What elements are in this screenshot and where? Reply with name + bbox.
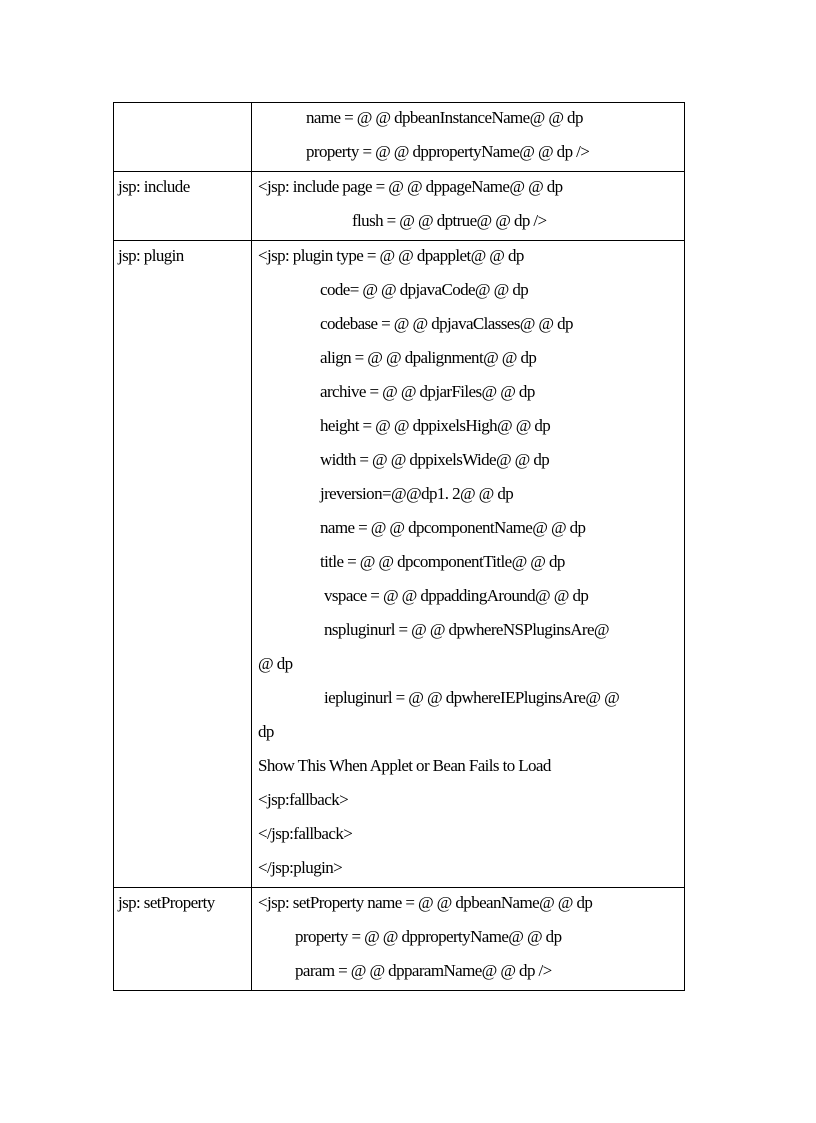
action-name	[118, 103, 251, 137]
action-name-cell	[114, 888, 252, 991]
syntax-line: dp	[258, 722, 274, 741]
syntax-line: codebase = @ @ dpjavaClasses@ @ dp	[320, 314, 573, 333]
table-row-plugin	[114, 241, 685, 888]
syntax-line: width = @ @ dppixelsWide@ @ dp	[320, 450, 550, 469]
syntax-line: height = @ @ dppixelsHigh@ @ dp	[320, 416, 551, 435]
syntax-line: </jsp:plugin>	[258, 858, 343, 877]
syntax-line: nspluginurl = @ @ dpwhereNSPluginsAre@	[324, 620, 609, 639]
syntax-line: name = @ @ dpbeanInstanceName@ @ dp	[306, 108, 583, 127]
syntax-line: code= @ @ dpjavaCode@ @ dp	[320, 280, 529, 299]
syntax-line: iepluginurl = @ @ dpwhereIEPluginsAre@ @	[324, 688, 620, 707]
syntax-line: archive = @ @ dpjarFiles@ @ dp	[320, 382, 535, 401]
table-row-usebean-continued	[114, 103, 685, 172]
syntax-line: property = @ @ dppropertyName@ @ dp	[295, 927, 562, 946]
syntax-cell	[252, 241, 685, 888]
syntax-line: name = @ @ dpcomponentName@ @ dp	[320, 518, 586, 537]
jsp-action-table	[113, 102, 685, 991]
syntax-line: <jsp:fallback>	[258, 790, 349, 809]
syntax-line: title = @ @ dpcomponentTitle@ @ dp	[320, 552, 565, 571]
table-row-setproperty	[114, 888, 685, 991]
syntax-cell	[252, 888, 685, 991]
action-name: jsp: include	[118, 177, 190, 196]
syntax-line: jreversion=@@dp1. 2@ @ dp	[320, 484, 514, 503]
syntax-line: flush = @ @ dptrue@ @ dp />	[352, 211, 547, 230]
action-name: jsp: setProperty	[118, 893, 215, 912]
syntax-line: vspace = @ @ dppaddingAround@ @ dp	[324, 586, 589, 605]
action-name-cell	[114, 172, 252, 241]
action-name-cell	[114, 241, 252, 888]
syntax-line: <jsp: include page = @ @ dppageName@ @ dp	[258, 177, 563, 196]
syntax-cell	[252, 172, 685, 241]
syntax-cell	[252, 103, 685, 172]
syntax-line: property = @ @ dppropertyName@ @ dp />	[306, 142, 590, 161]
syntax-line: </jsp:fallback>	[258, 824, 353, 843]
syntax-line: align = @ @ dpalignment@ @ dp	[320, 348, 537, 367]
syntax-line: @ dp	[258, 654, 293, 673]
action-name-cell	[114, 103, 252, 172]
table-row-include	[114, 172, 685, 241]
action-name: jsp: plugin	[118, 246, 184, 265]
syntax-line: param = @ @ dpparamName@ @ dp />	[295, 961, 552, 980]
syntax-line: Show This When Applet or Bean Fails to Load	[258, 756, 551, 775]
syntax-line: <jsp: setProperty name = @ @ dpbeanName@ @ dp	[258, 893, 593, 912]
syntax-line: <jsp: plugin type = @ @ dpapplet@ @ dp	[258, 246, 524, 265]
